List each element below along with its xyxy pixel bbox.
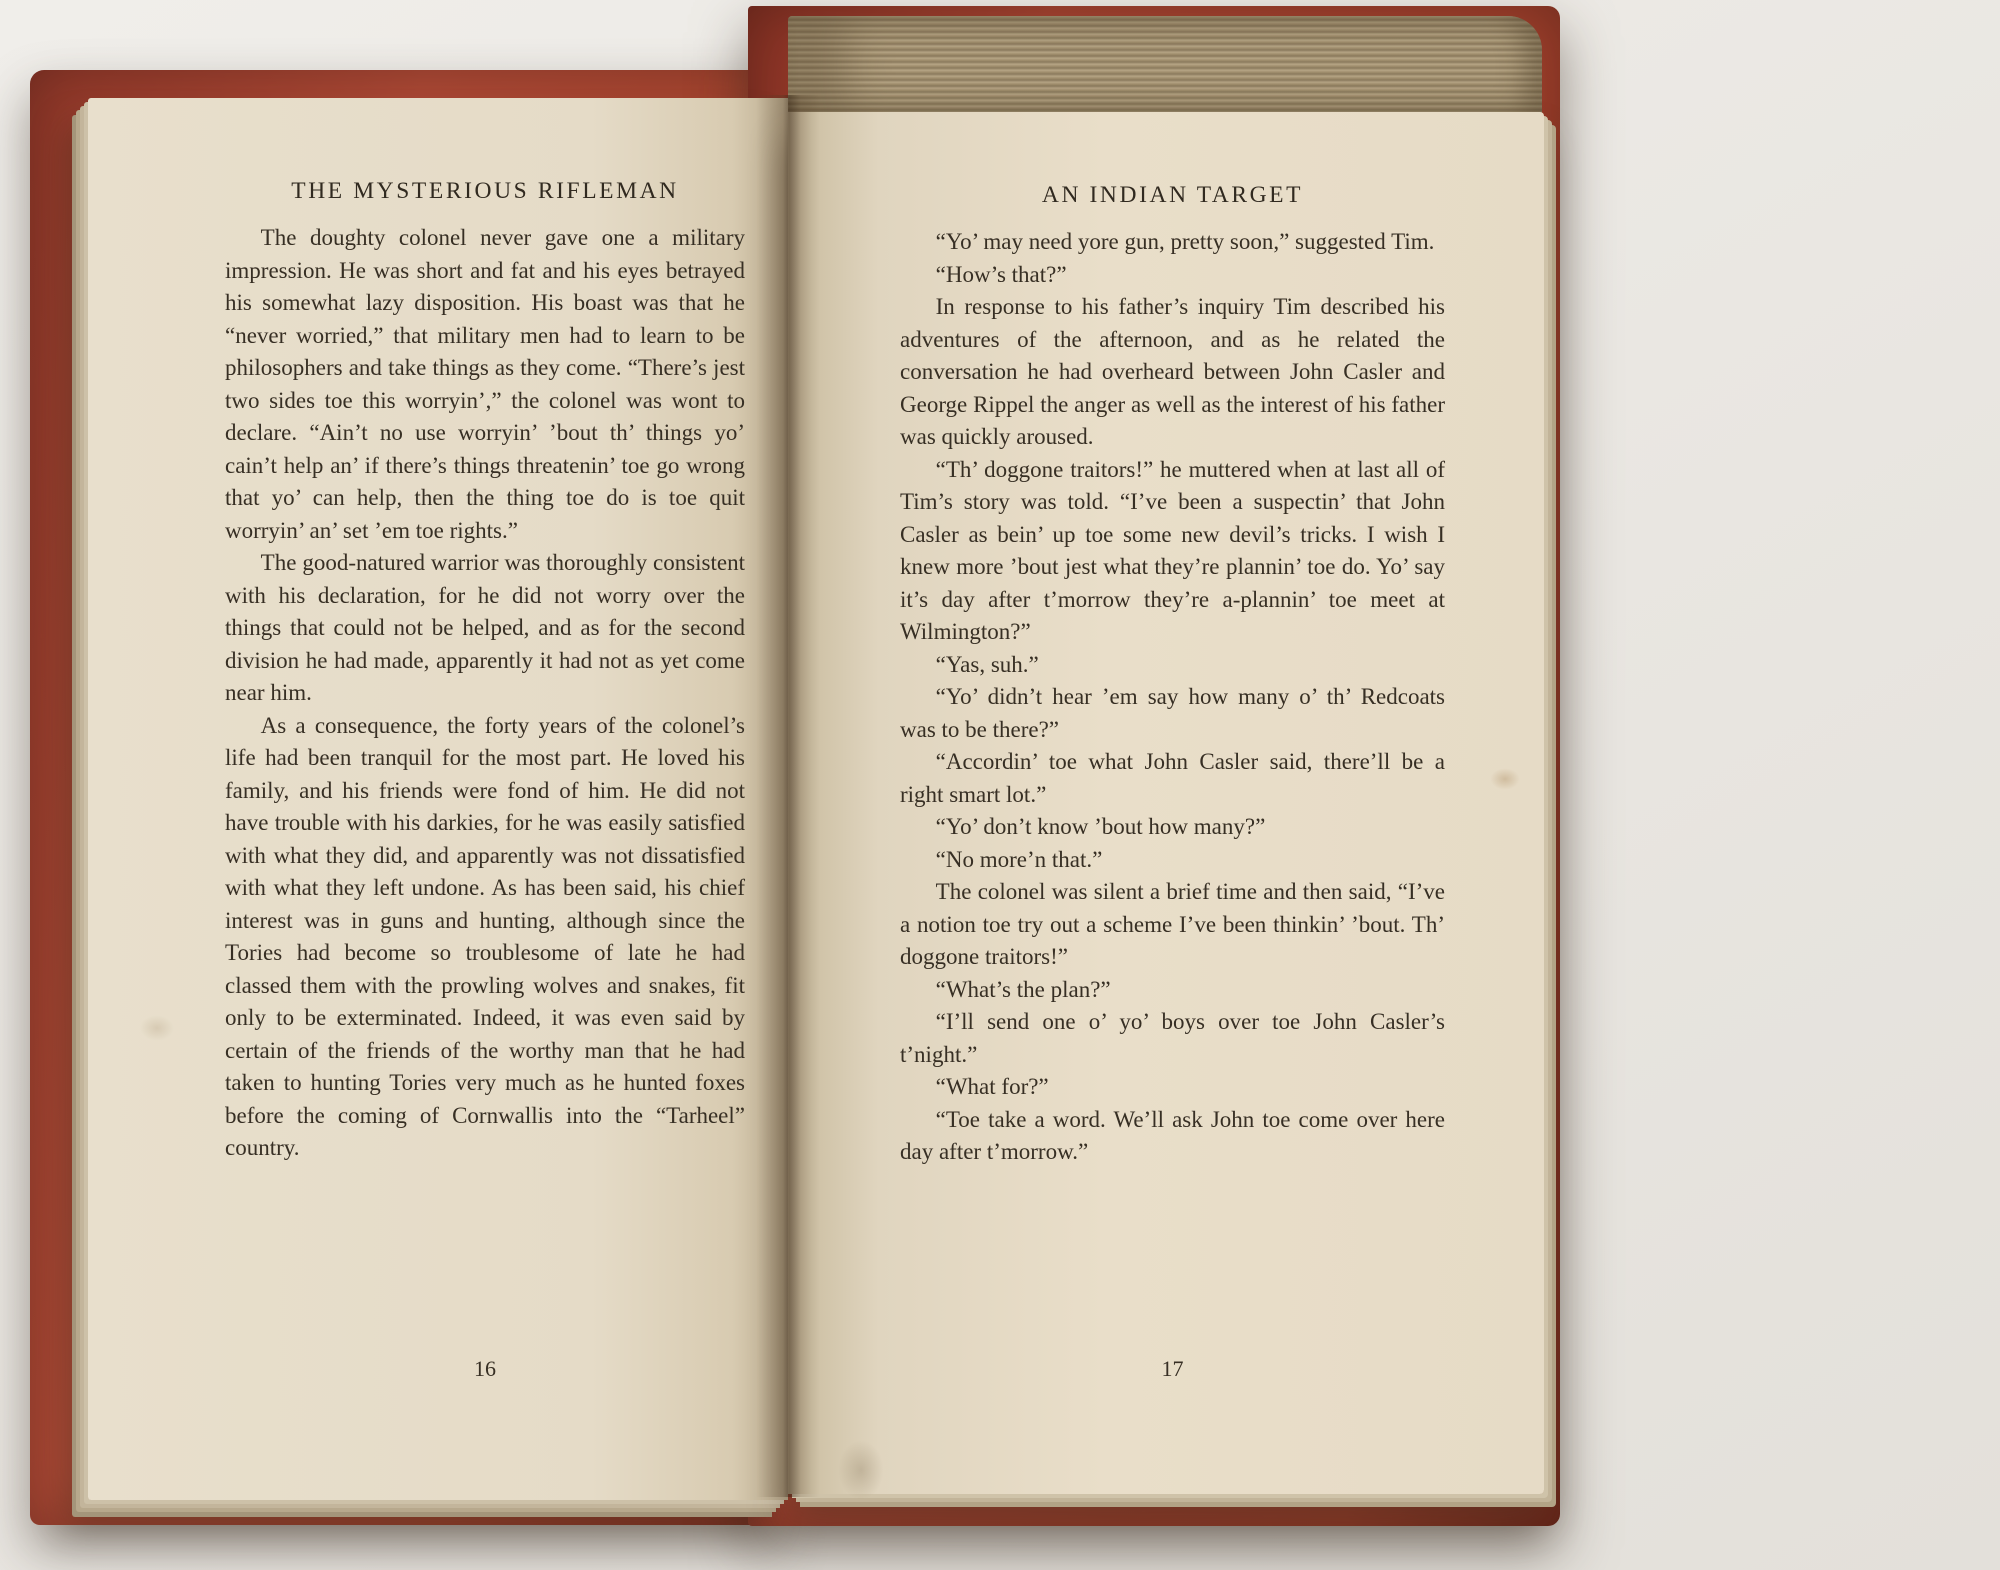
paragraph: “Yo’ didn’t hear ’em say how many o’ th’ Redcoats was to be there?” — [900, 684, 1445, 742]
paragraph: As a consequence, the forty years of the colonel’s life had been tranquil for the most part. He loved his family, and his friends were fond of him. He did not have trouble with his darkies, for he was easily satisfied with what they did, and apparently was not dissatisfied with what they left undone. As has been said, his chief interest was in guns and hunting, although since the Tories had become so troublesome of late he had classed them with the prowling wolves and snakes, fit only to be exterminated. Indeed, it was even said by certain of the friends of the worthy man that he had taken to hunting Tories very much as he hunted foxes before the coming of Cornwallis into the “Tarheel” country. — [225, 712, 745, 1160]
right-page-text — [900, 182, 1445, 1169]
left-page-text — [225, 178, 745, 1165]
paragraph: “Yo’ may need yore gun, pretty soon,” suggested Tim. — [935, 229, 1435, 254]
left-page-number: 16 — [474, 1356, 496, 1381]
right-page-number: 17 — [1161, 1356, 1184, 1381]
paragraph: “Th’ doggone traitors!” he muttered when at last all of Tim’s story was told. “I’ve been a suspectin’ that John Casler as bein’ up toe some new devil’s tricks. I wish I knew more ’bout jest what they’re plannin’ toe do. Yo’ say it’s day after t’morrow they’re a-plannin’ toe meet at Wilmington?” — [900, 456, 1445, 644]
paragraph: “How’s that?” — [935, 261, 1067, 287]
paragraph: “What’s the plan?” — [935, 976, 1111, 1002]
paragraph: “Toe take a word. We’ll ask John toe come over here day after t’morrow.” — [900, 1106, 1445, 1164]
paragraph: “No more’n that.” — [935, 846, 1103, 872]
paragraph: “I’ll send one o’ yo’ boys over toe John Casler’s t’night.” — [900, 1009, 1445, 1067]
right-running-head: AN INDIAN TARGET — [1041, 182, 1304, 208]
paragraph: In response to his father’s inquiry Tim described his adventures of the afternoon, and as he related the conversation he had overheard between John Casler and George Rippel the anger as well as the interest of his father was quickly aroused. — [900, 294, 1445, 449]
page-edge-stack — [788, 16, 1542, 116]
paragraph: “Accordin’ toe what John Casler said, there’ll be a right smart lot.” — [900, 749, 1445, 807]
paragraph: “What for?” — [935, 1074, 1049, 1099]
paragraph: The doughty colonel never gave one a military impression. He was short and fat and his eyes betrayed his somewhat lazy disposition. His boast was that he “never worried,” that military men had to learn to be philosophers and take things as they come. “There’s jest two sides toe this worryin’,” the colonel was wont to declare. “Ain’t no use worryin’ ’bout th’ things yo’ cain’t help an’ if there’s things threatenin’ toe go wrong that yo’ can help, then the thing toe do is toe quit worryin’ an’ set ’em toe rights.” — [225, 225, 745, 543]
paragraph: “Yo’ don’t know ’bout how many?” — [935, 814, 1266, 839]
paragraph: The good-natured warrior was thoroughly consistent with his declaration, for he did not worry over the things that could not be helped, and as for the second division he had made, apparently it had not as yet come near him. — [225, 550, 745, 705]
paragraph: “Yas, suh.” — [935, 651, 1039, 677]
paragraph: The colonel was silent a brief time and then said, “I’ve a notion toe try out a scheme I’ve been thinkin’ ’bout. Th’ doggone traitors!” — [900, 879, 1445, 969]
left-running-head: THE MYSTERIOUS RIFLEMAN — [291, 178, 679, 204]
